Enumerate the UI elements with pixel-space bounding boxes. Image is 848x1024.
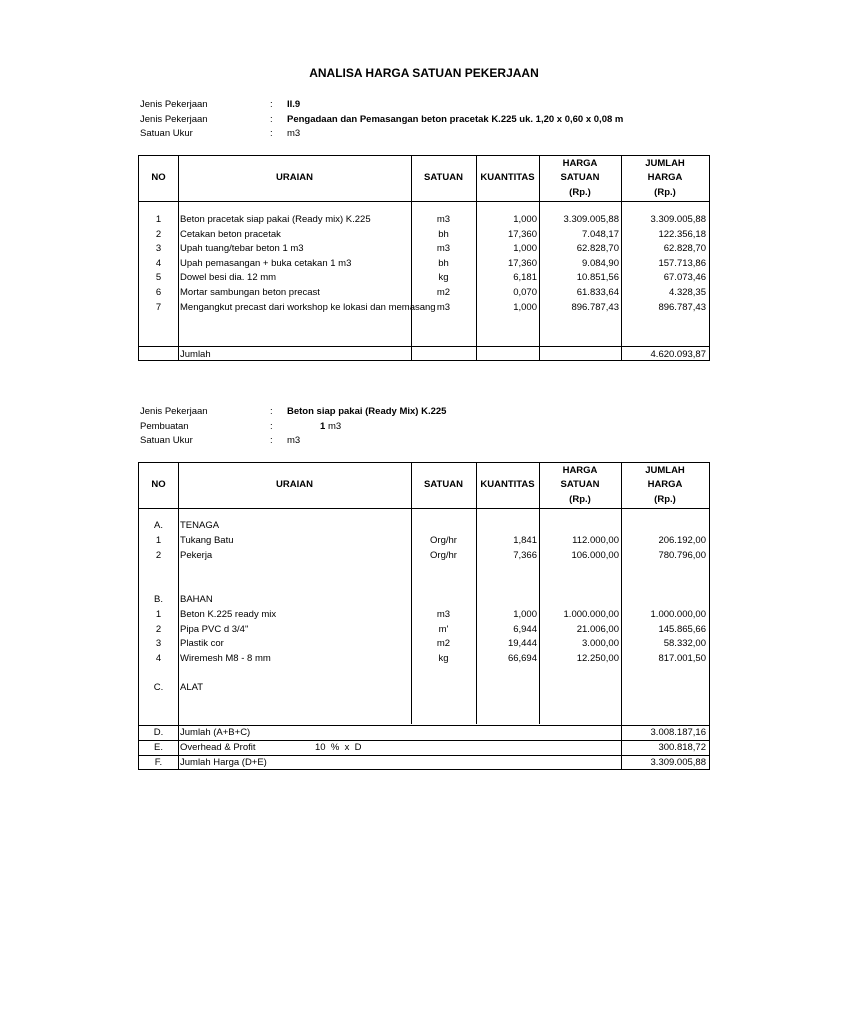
item-satuan: m3: [436, 214, 451, 225]
item-no: 6: [155, 287, 162, 298]
meta-colon: :: [270, 128, 273, 139]
meta-colon: :: [270, 99, 273, 110]
item-uraian: Pipa PVC d 3/4": [180, 623, 249, 635]
item-no: 2: [155, 228, 162, 240]
header-rp: (Rp.): [654, 187, 676, 198]
item-no: 2: [155, 549, 162, 561]
summary-code: D.: [153, 727, 164, 738]
item-jumlah-harga: 896.787,43: [658, 301, 706, 313]
item-no: 1: [155, 214, 162, 225]
item-kuantitas: 1,000: [513, 243, 537, 255]
item-kuantitas: 1,000: [513, 609, 537, 620]
meta-label: Satuan Ukur: [140, 435, 193, 446]
meta-value: m3: [287, 435, 301, 446]
item-no: 4: [155, 652, 162, 664]
group-code: C.: [153, 682, 164, 693]
item-no: 5: [155, 272, 162, 284]
item-kuantitas: 1,000: [513, 214, 537, 225]
item-no: 1: [155, 535, 162, 546]
group-name: BAHAN: [180, 594, 213, 605]
meta-label: Satuan Ukur: [140, 128, 193, 139]
group-code: A.: [154, 520, 163, 531]
summary-code: E.: [154, 742, 163, 753]
item-satuan: bh: [438, 257, 449, 269]
cost-table-1: [138, 155, 710, 361]
item-kuantitas: 7,366: [513, 549, 537, 561]
item-kuantitas: 1,841: [513, 535, 537, 546]
header-rp: (Rp.): [569, 187, 591, 198]
header-satuan: SATUAN: [424, 172, 463, 183]
summary-note: 10 % x D: [315, 742, 362, 753]
item-jumlah-harga: 62.828,70: [663, 243, 706, 255]
item-uraian: Cetakan beton pracetak: [180, 228, 281, 240]
item-kuantitas: 66,694: [507, 652, 537, 664]
item-harga-satuan: 106.000,00: [571, 549, 619, 561]
item-no: 4: [155, 257, 162, 269]
item-uraian: Tukang Batu: [180, 535, 234, 546]
meta-label: Pembuatan: [140, 421, 189, 432]
item-kuantitas: 17,360: [507, 257, 537, 269]
header-rp: (Rp.): [569, 494, 591, 505]
item-kuantitas: 1,000: [513, 301, 537, 313]
meta-colon: :: [270, 114, 273, 125]
total-value: 4.620.093,87: [650, 349, 706, 360]
item-satuan: bh: [438, 228, 449, 240]
page-title: ANALISA HARGA SATUAN PEKERJAAN: [309, 66, 539, 80]
item-satuan: kg: [438, 652, 449, 664]
meta-label: Jenis Pekerjaan: [140, 99, 208, 110]
item-kuantitas: 19,444: [507, 638, 537, 650]
header-jumlah: JUMLAH: [645, 158, 685, 169]
item-kuantitas: 6,181: [513, 272, 537, 284]
item-uraian: Upah pemasangan + buka cetakan 1 m3: [180, 257, 352, 269]
item-uraian: Mengangkut precast dari workshop ke lokasi dan memasang: [180, 301, 436, 313]
item-uraian: Beton pracetak siap pakai (Ready mix) K.225: [180, 214, 371, 225]
item-satuan: Org/hr: [430, 535, 457, 546]
item-satuan: kg: [438, 272, 449, 284]
item-jumlah-harga: 3.309.005,88: [650, 214, 706, 225]
meta-value: Beton siap pakai (Ready Mix) K.225: [287, 406, 447, 417]
header-uraian: URAIAN: [276, 172, 313, 183]
item-kuantitas: 6,944: [513, 623, 537, 635]
item-satuan: m2: [436, 287, 451, 298]
item-harga-satuan: 3.309.005,88: [563, 214, 619, 225]
total-label: Jumlah: [180, 349, 211, 360]
item-kuantitas: 0,070: [513, 287, 537, 298]
item-satuan: m': [438, 623, 449, 635]
item-jumlah-harga: 122.356,18: [658, 228, 706, 240]
summary-value: 300.818,72: [658, 742, 706, 753]
item-harga-satuan: 896.787,43: [571, 301, 619, 313]
item-satuan: m3: [436, 609, 451, 620]
header-kuantitas: KUANTITAS: [480, 172, 535, 183]
item-kuantitas: 17,360: [507, 228, 537, 240]
meta-qty: 1: [320, 421, 326, 432]
group-code: B.: [154, 594, 163, 605]
header-kuantitas: KUANTITAS: [480, 479, 535, 490]
summary-value: 3.008.187,16: [650, 727, 706, 738]
meta-value: Pengadaan dan Pemasangan beton pracetak K.225 uk. 1,20 x 0,60 x 0,08 m: [287, 114, 624, 125]
item-harga-satuan: 61.833,64: [576, 287, 619, 298]
header-uraian: URAIAN: [276, 479, 313, 490]
group-name: ALAT: [180, 682, 204, 693]
header-rp: (Rp.): [654, 494, 676, 505]
header-no: NO: [151, 479, 166, 490]
item-uraian: Mortar sambungan beton precast: [180, 287, 320, 298]
item-jumlah-harga: 817.001,50: [658, 652, 706, 664]
item-jumlah-harga: 157.713,86: [658, 257, 706, 269]
header-harga: HARGA: [562, 158, 598, 169]
item-satuan: m3: [436, 301, 451, 313]
item-harga-satuan: 12.250,00: [576, 652, 619, 664]
item-jumlah-harga: 780.796,00: [658, 549, 706, 561]
meta-value: II.9: [287, 99, 301, 110]
meta-value: m3: [328, 421, 342, 432]
item-no: 1: [155, 609, 162, 620]
item-harga-satuan: 62.828,70: [576, 243, 619, 255]
item-jumlah-harga: 4.328,35: [669, 287, 706, 298]
summary-label: Jumlah Harga (D+E): [180, 757, 267, 768]
item-jumlah-harga: 67.073,46: [663, 272, 706, 284]
item-uraian: Wiremesh M8 - 8 mm: [180, 652, 271, 664]
item-harga-satuan: 21.006,00: [576, 623, 619, 635]
item-uraian: Upah tuang/tebar beton 1 m3: [180, 243, 304, 255]
summary-value: 3.309.005,88: [650, 757, 706, 768]
header-harga: HARGA: [562, 465, 598, 476]
item-jumlah-harga: 145.865,66: [658, 623, 706, 635]
item-uraian: Plastik cor: [180, 638, 224, 650]
meta-colon: :: [270, 435, 273, 446]
group-name: TENAGA: [180, 520, 220, 531]
item-no: 3: [155, 638, 162, 650]
item-harga-satuan: 1.000.000,00: [563, 609, 619, 620]
item-jumlah-harga: 206.192,00: [658, 535, 706, 546]
meta-label: Jenis Pekerjaan: [140, 406, 208, 417]
header-harga-satuan: SATUAN: [560, 172, 600, 183]
item-uraian: Beton K.225 ready mix: [180, 609, 277, 620]
header-no: NO: [151, 172, 166, 183]
item-uraian: Pekerja: [180, 549, 213, 561]
item-no: 7: [155, 301, 162, 313]
item-uraian: Dowel besi dia. 12 mm: [180, 272, 277, 284]
item-harga-satuan: 3.000,00: [582, 638, 619, 650]
cost-table-2: [138, 462, 710, 770]
summary-code: F.: [154, 757, 163, 768]
header-jumlah-harga: HARGA: [647, 172, 683, 183]
item-jumlah-harga: 58.332,00: [663, 638, 706, 650]
item-jumlah-harga: 1.000.000,00: [650, 609, 706, 620]
item-harga-satuan: 10.851,56: [576, 272, 619, 284]
meta-label: Jenis Pekerjaan: [140, 114, 208, 125]
item-satuan: Org/hr: [430, 549, 457, 561]
item-harga-satuan: 9.084,90: [582, 257, 619, 269]
item-no: 3: [155, 243, 162, 255]
item-satuan: m3: [436, 243, 451, 255]
meta-colon: :: [270, 421, 273, 432]
header-jumlah: JUMLAH: [645, 465, 685, 476]
item-no: 2: [155, 623, 162, 635]
header-satuan: SATUAN: [424, 479, 463, 490]
header-harga-satuan: SATUAN: [560, 479, 600, 490]
header-jumlah-harga: HARGA: [647, 479, 683, 490]
item-satuan: m2: [436, 638, 451, 650]
meta-colon: :: [270, 406, 273, 417]
item-harga-satuan: 112.000,00: [572, 535, 619, 546]
summary-label: Overhead & Profit: [180, 742, 256, 753]
item-harga-satuan: 7.048,17: [582, 228, 619, 240]
summary-label: Jumlah (A+B+C): [180, 727, 251, 738]
meta-value: m3: [287, 128, 301, 139]
